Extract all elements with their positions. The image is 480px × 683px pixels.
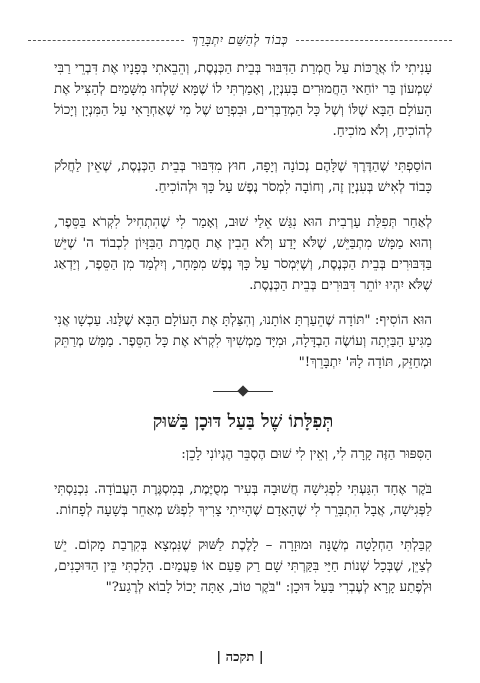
page-body <box>54 58 432 612</box>
paragraph: לְאַחַר תְּפִלַּת עַרְבִית הוּא נִגַּשׁ אֵלַי שׁוּב, וְאָמַר לִי שֶׁהִתְחִיל לִקְרֹא בַּסֵּפֶר, וְהוּא מַמָּשׁ מִתְבַּיֵּשׁ, שֶׁלֹּא יָדַע וְלֹא הֵבִין אֶת חֻמְרַת הַבִּזָּיוֹן לִכְבוֹד ה' שֶׁיֵּשׁ בַּדִּבּוּרִים בְּבֵית הַכְּנֶסֶת, וְשֶׁיִּמְסֹר עַל כָּךְ נֶפֶשׁ מִמָּחָר, וְיִלְמַד מִן הַסֵּפֶר, וְיַדְאַג שֶׁלֹּא יִהְיוּ יוֹתֵר דִּבּוּרִים בְּבֵית הַכְּנֶסֶת. <box>54 215 432 293</box>
header-divider-left <box>28 40 184 41</box>
running-header <box>28 32 452 48</box>
section-title: תְּפִלָּתוֹ שֶׁל בַּעַל דּוּכָן בַּשּׁוּק <box>152 411 334 432</box>
paragraph: הוּא הוֹסִיף: "תּוֹדָה שֶׁהֵעַרְתָּ אוֹתָנוּ, וְהִצַּלְתָּ אֶת הָעוֹלָם הַבָּא שֶׁלָּנוּ. עַכְשָׁו אֲנִי מַגִּיעַ הַבַּיְתָה וְעוֹשֶׂה הַבְדָּלָה, וּמִיָּד מַמְשִׁיךְ לִקְרֹא אֶת כָּל הַסֵּפֶר. מַמָּשׁ מְרַתֵּק וּמְחַזֵּק, תּוֹדָה לָהּ' יִתְבָּרֵךְ!" <box>54 313 432 370</box>
diamond-icon <box>237 385 248 396</box>
header-divider-right <box>296 40 452 41</box>
section-separator-ornament <box>213 387 273 397</box>
paragraph: עָנִיתִי לוֹ אֲרֻכּוֹת עַל חֻמְרַת הַדִּבּוּר בְּבֵית הַכְּנֶסֶת, וְהֵבֵאתִי בְּפָנָיו אֶת דִּבְרֵי רַבִּי שִׁמְעוֹן בַּר יוֹחַאי הַחֲמוּרִים בָּעִנְיָן, וְאָמַרְתִּי לוֹ שֶׁמָּא שָׁלְחוּ מִשָּׁמַיִם לְהַצִּיל אֶת הָעוֹלָם הַבָּא שֶׁלּוֹ וְשֶׁל כָּל הַמְדַבְּרִים, וּבִפְרָט שֶׁל מִי שֶׁאַחְרָאִי עַל הַמִּנְיָן וְיָכוֹל לְהוֹכִיחַ, וְלֹא מוֹכִיחַ. <box>54 61 432 139</box>
page-number: | תקכה | <box>216 650 264 665</box>
running-title: כְּבוֹד לְהַשֵּׁם יִתְבָּרֵךְ <box>191 32 289 47</box>
paragraph: הַסִּפּוּר הַזֶּה קָרָה לִי, וְאֵין לִי שׁוּם הֶסְבֵּר הֶגְיוֹנִי לָכֵן: <box>181 447 432 462</box>
paragraph: בֹּקֶר אֶחָד הִגַּעְתִּי לִפְגִישָׁה חֲשׁוּבָה בְּעִיר מְסֻיֶּמֶת, בְּמִסְגֶּרֶת הָעֲבוֹדָה. נִכְנַסְתִּי לַפְּגִישָׁה, אֲבָל הִתְבָּרֵר לִי שֶׁהָאָדָם שֶׁהָיִיתִי צָרִיךְ לִפְגֹּשׁ מְאַחֵר בְּשָׁעָה לְפָחוֹת. <box>54 482 432 518</box>
paragraph: הוֹסַפְתִּי שֶׁהַדֶּרֶךְ שֶׁלָּהֶם נְכוֹנָה וְיָפָה, חוּץ מִדִּבּוּר בְּבֵית הַכְּנֶסֶת, שֶׁאֵין לַחֲלֹק כָּבוֹד לְאִישׁ בְּעִנְיָן זֶה, וְחוֹבָה לִמְסֹר נֶפֶשׁ עַל כָּךְ וּלְהוֹכִיחַ. <box>54 159 432 195</box>
paragraph: קִבַּלְתִּי הַחְלָטָה מְשֻׁנָּה וּמוּזָרָה – לָלֶכֶת לַשּׁוּק שֶׁנִּמְצָא בְּקִרְבַת מָקוֹם. יֵשׁ לְצַיֵּן, שֶׁבְּכָל שְׁנוֹת חַיַּי בִּקַּרְתִּי שָׁם רַק פַּעַם אוֹ פַּעֲמַיִם. הָלַכְתִּי בֵּין הַדּוּכָנִים, וּלְפֶתַע קָרָא לְעֶבְרִי בַּעַל דּוּכָן: "בֹּקֶר טוֹב, אַתָּה יָכוֹל לָבוֹא לְרֶגַע?" <box>54 538 432 595</box>
